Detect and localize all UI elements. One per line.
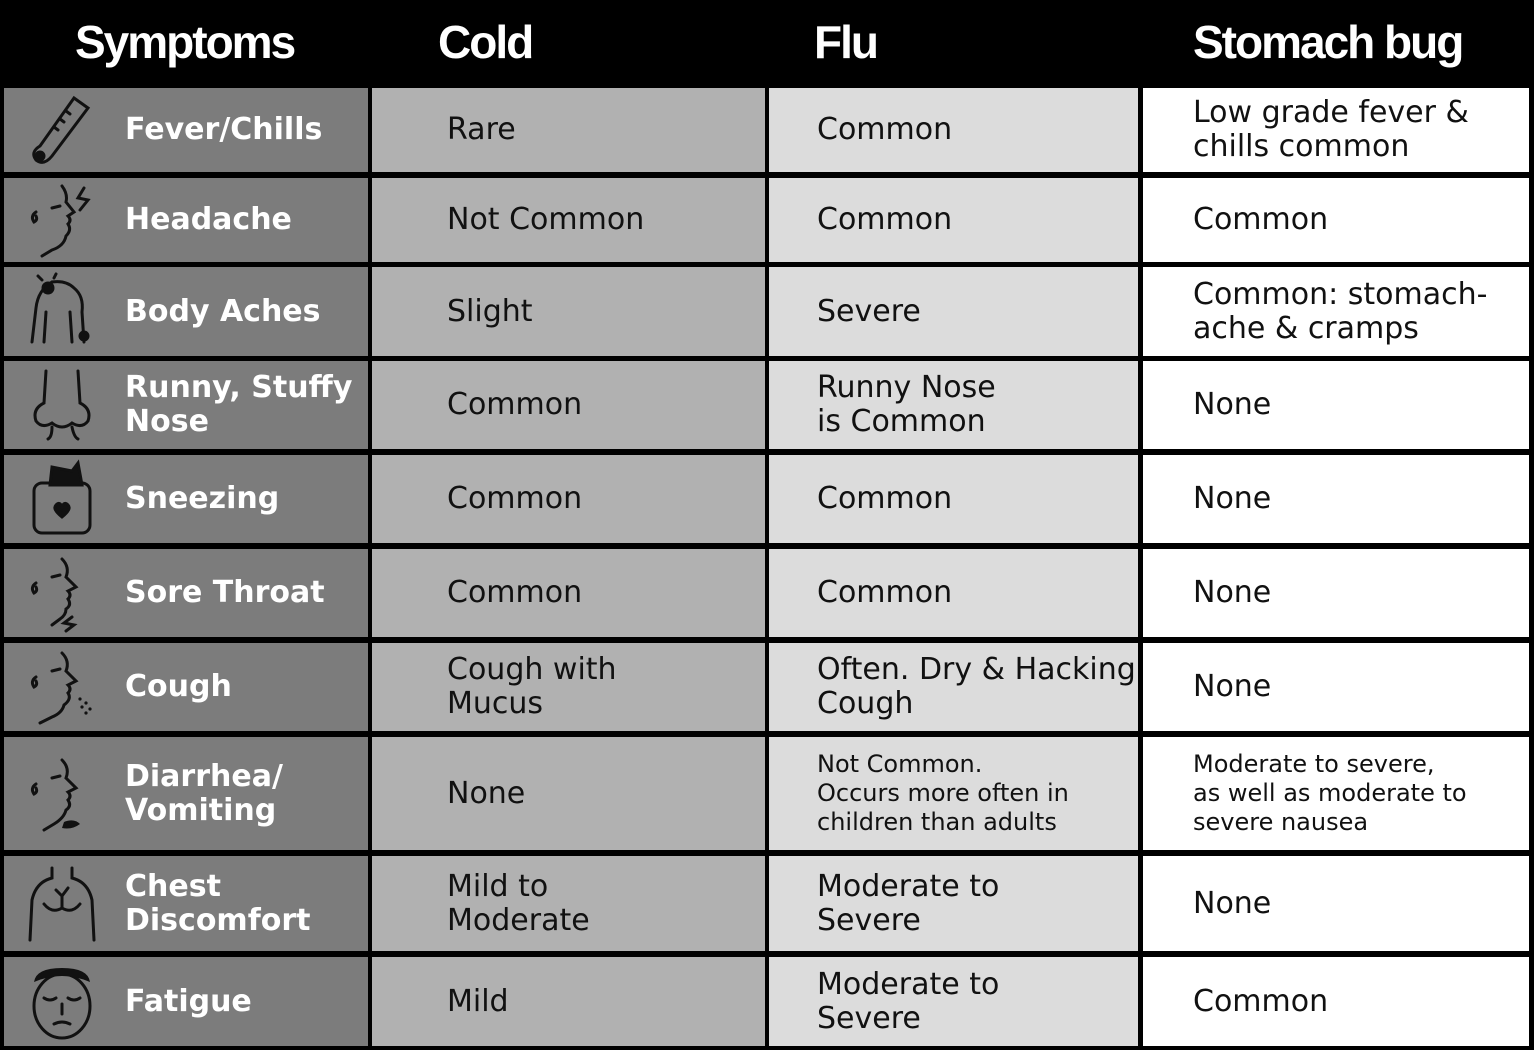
symptom-label: Runny, Stuffy Nose — [125, 370, 353, 439]
chest-icon — [22, 864, 102, 944]
flu-cell: Often. Dry & Hacking Cough — [769, 643, 1138, 731]
cold-cell: Rare — [372, 88, 765, 172]
cold-cell: None — [372, 737, 765, 850]
symptom-cell — [4, 856, 368, 951]
stomach-bug-cell: Common: stomach- ache & cramps — [1143, 267, 1529, 356]
symptom-label: Cough — [125, 669, 232, 704]
stomach-bug-cell: None — [1143, 455, 1529, 543]
flu-cell: Severe — [769, 267, 1138, 356]
header-stomach-bug: Stomach bug — [1193, 16, 1463, 68]
stomach-bug-cell: None — [1143, 856, 1529, 951]
symptom-label: Chest Discomfort — [125, 868, 311, 938]
body-aches-icon — [22, 272, 102, 352]
cold-cell: Not Common — [372, 178, 765, 262]
flu-cell: Runny Nose is Common — [769, 361, 1138, 449]
symptom-label: Sore Throat — [125, 575, 325, 610]
runny-nose-icon — [22, 365, 102, 445]
stomach-bug-cell: Common — [1143, 178, 1529, 262]
symptom-label: Sneezing — [125, 481, 280, 516]
symptom-cell — [4, 643, 368, 731]
stomach-bug-cell: Common — [1143, 957, 1529, 1046]
symptom-cell — [4, 957, 368, 1046]
cold-cell: Common — [372, 549, 765, 637]
symptom-cell — [4, 361, 368, 449]
cough-face-icon — [22, 647, 102, 727]
flu-cell: Common — [769, 549, 1138, 637]
cold-cell: Mild — [372, 957, 765, 1046]
header-symptoms: Symptoms — [75, 16, 295, 68]
thermometer-icon — [22, 90, 102, 170]
flu-cell: Not Common. Occurs more often in children than adults — [769, 737, 1138, 850]
header-flu: Flu — [814, 16, 877, 68]
symptom-cell — [4, 455, 368, 543]
flu-cell: Common — [769, 178, 1138, 262]
cold-cell: Common — [372, 455, 765, 543]
symptom-label: Body Aches — [125, 293, 321, 329]
symptom-cell — [4, 178, 368, 262]
symptom-label: Headache — [125, 202, 292, 237]
stomach-bug-cell: Low grade fever & chills common — [1143, 88, 1529, 172]
tired-face-icon — [22, 962, 102, 1042]
cold-cell: Mild to Moderate — [372, 856, 765, 951]
stomach-bug-cell: None — [1143, 361, 1529, 449]
vomiting-face-icon — [22, 754, 102, 834]
cold-cell: Common — [372, 361, 765, 449]
cold-cell: Cough with Mucus — [372, 643, 765, 731]
flu-cell: Common — [769, 455, 1138, 543]
symptom-cell — [4, 88, 368, 172]
cold-cell: Slight — [372, 267, 765, 356]
symptom-cell — [4, 267, 368, 356]
stomach-bug-cell: Moderate to severe, as well as moderate to severe nausea — [1143, 737, 1529, 850]
symptom-label: Fever/Chills — [125, 112, 323, 147]
symptom-cell — [4, 549, 368, 637]
header-cold: Cold — [438, 16, 533, 68]
symptom-cell — [4, 737, 368, 850]
flu-cell: Common — [769, 88, 1138, 172]
flu-cell: Moderate to Severe — [769, 957, 1138, 1046]
sore-throat-face-icon — [22, 553, 102, 633]
tissue-box-icon — [22, 459, 102, 539]
symptom-label: Diarrhea/ Vomiting — [125, 758, 283, 828]
flu-cell: Moderate to Severe — [769, 856, 1138, 951]
stomach-bug-cell: None — [1143, 549, 1529, 637]
headache-face-icon — [22, 180, 102, 260]
stomach-bug-cell: None — [1143, 643, 1529, 731]
symptom-label: Fatigue — [125, 983, 252, 1019]
